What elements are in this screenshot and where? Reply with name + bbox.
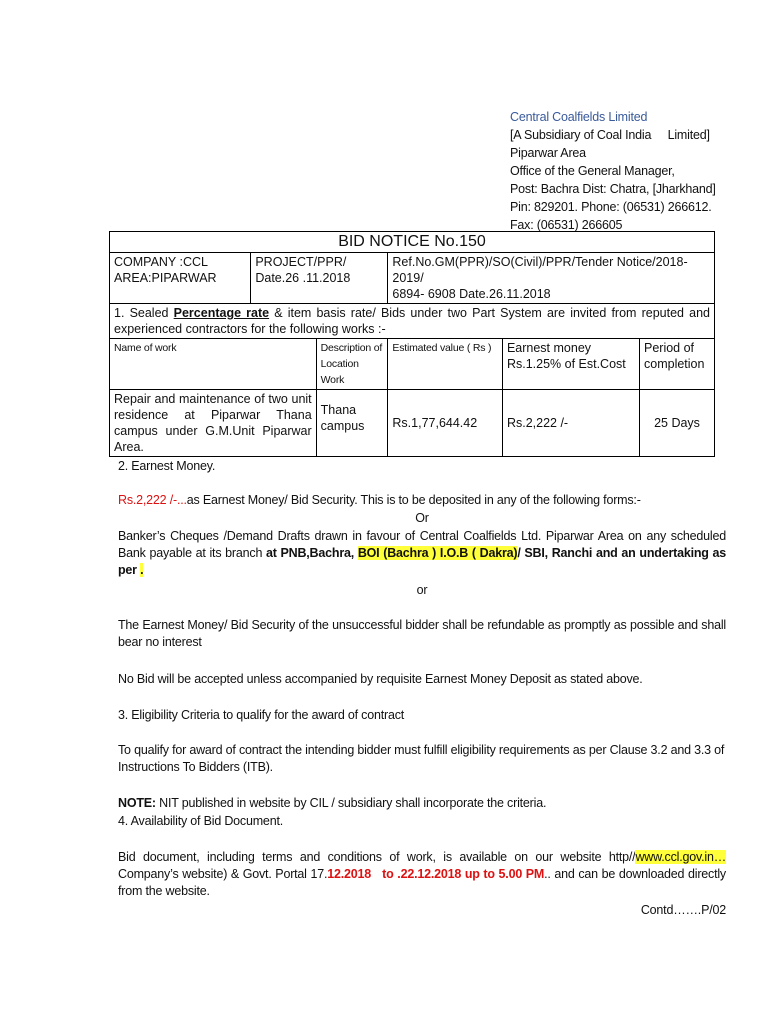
or-divider-2: or xyxy=(416,583,428,597)
availability-heading: 4. Availability of Bid Document. xyxy=(118,814,283,828)
row-period: 25 Days xyxy=(640,390,715,457)
website-link[interactable]: www.ccl.gov.in… xyxy=(635,850,726,864)
availability-text-2: Company’s website) & Govt. Portal 17. xyxy=(118,867,328,881)
date-range: to .22.12.2018 up to 5.00 PM xyxy=(371,867,545,881)
notice-title: BID NOTICE No.150 xyxy=(110,232,715,253)
ref-line-2: 6894- 6908 Date.26.11.2018 xyxy=(392,287,551,301)
availability-text-1: Bid document, including terms and conditions of work, is available on our website http// xyxy=(118,850,636,864)
header-period: Period of completion xyxy=(640,339,715,390)
ref-line-1: Ref.No.GM(PPR)/SO(Civil)/PPR/Tender Notice/2018- 2019/ xyxy=(392,255,688,285)
note-label: NOTE: xyxy=(118,796,156,810)
earnest-text: as Earnest Money/ Bid Security. This is to be deposited in any of the following forms:- xyxy=(186,493,641,507)
row-estimated-value: Rs.1,77,644.42 xyxy=(388,390,503,457)
area-label: AREA:PIPARWAR xyxy=(114,271,217,285)
header-estimated-value: Estimated value ( Rs ) xyxy=(388,339,503,390)
reference-cell xyxy=(388,253,715,304)
availability-paragraph xyxy=(118,849,726,900)
project-label: PROJECT/PPR/ xyxy=(255,255,347,269)
pin-line: Pin: 829201. Phone: (06531) 266612. xyxy=(510,200,712,214)
letterhead xyxy=(510,108,750,234)
continued-marker: Contd…….P/02 xyxy=(640,903,726,917)
date-red: 12.2018 xyxy=(327,867,372,881)
no-bid-paragraph: No Bid will be accepted unless accompanied by requisite Earnest Money Deposit as stated above. xyxy=(118,672,643,686)
header-earnest-money: Earnest money Rs.1.25% of Est.Cost xyxy=(502,339,639,390)
refund-paragraph: The Earnest Money/ Bid Security of the unsuccessful bidder shall be refundable as promptly as possible and shall bear no interest xyxy=(118,618,726,649)
office-line: Office of the General Manager, xyxy=(510,164,675,178)
bankers-paragraph xyxy=(118,528,726,579)
earnest-amount-line xyxy=(118,492,726,509)
intro-rest: & item basis rate/ Bids under two Part System are invited from reputed and experienced contractors for the following works :- xyxy=(114,306,710,336)
row-name-of-work: Repair and maintenance of two unit residence at Piparwar Thana campus under G.M.Unit Piparwar Area. xyxy=(110,390,317,457)
project-date: Date.26 .11.2018 xyxy=(255,271,351,285)
intro-prefix: 1. Sealed xyxy=(114,306,174,320)
bid-notice-table xyxy=(109,231,715,457)
availability-text-3: .. and can be downloaded directly from the website. xyxy=(118,867,726,898)
eligibility-paragraph: To qualify for award of contract the intending bidder must fulfill eligibility requirements as per Clause 3.2 and 3.3 of Instructions To Bidders (ITB). xyxy=(118,743,725,774)
subsidiary-line: [A Subsidiary of Coal India Limited] xyxy=(510,128,710,142)
bankers-text: Banker’s Cheques /Demand Drafts drawn in favour of Central Coalfields Ltd. Piparwar Area on any scheduled Bank payable at its branch xyxy=(118,529,726,560)
org-name: Central Coalfields Limited xyxy=(510,110,648,124)
company-cell xyxy=(110,253,251,304)
row-description: Thana campus xyxy=(316,390,388,457)
earnest-amount: Rs.2,222 /-... xyxy=(118,493,187,507)
post-line: Post: Bachra Dist: Chatra, [Jharkhand] xyxy=(510,182,716,196)
bank-sbi: / SBI, Ranchi and an undertaking as per xyxy=(118,546,727,577)
fax-line: Fax: (06531) 266605 xyxy=(510,218,623,232)
project-cell xyxy=(251,253,388,304)
intro-paragraph xyxy=(110,304,715,339)
note-text: NIT published in website by CIL / subsidiary shall incorporate the criteria. xyxy=(155,796,547,810)
intro-bold: Percentage rate xyxy=(173,306,270,320)
eligibility-heading: 3. Eligibility Criteria to qualify for the award of contract xyxy=(118,708,405,722)
bank-period: . xyxy=(140,563,144,577)
row-earnest-money: Rs.2,222 /- xyxy=(502,390,639,457)
area-line: Piparwar Area xyxy=(510,146,586,160)
bank-pnb: at PNB,Bachra, xyxy=(265,546,358,560)
bank-boi-iob: BOI (Bachra ) I.O.B ( Dakra) xyxy=(357,546,518,560)
company-label: COMPANY :CCL xyxy=(114,255,209,269)
earnest-heading: 2. Earnest Money. xyxy=(118,459,216,473)
or-divider-1: Or xyxy=(415,511,429,525)
header-description: Description of Location Work xyxy=(316,339,388,390)
note-paragraph xyxy=(118,795,726,812)
header-name-of-work: Name of work xyxy=(110,339,317,390)
